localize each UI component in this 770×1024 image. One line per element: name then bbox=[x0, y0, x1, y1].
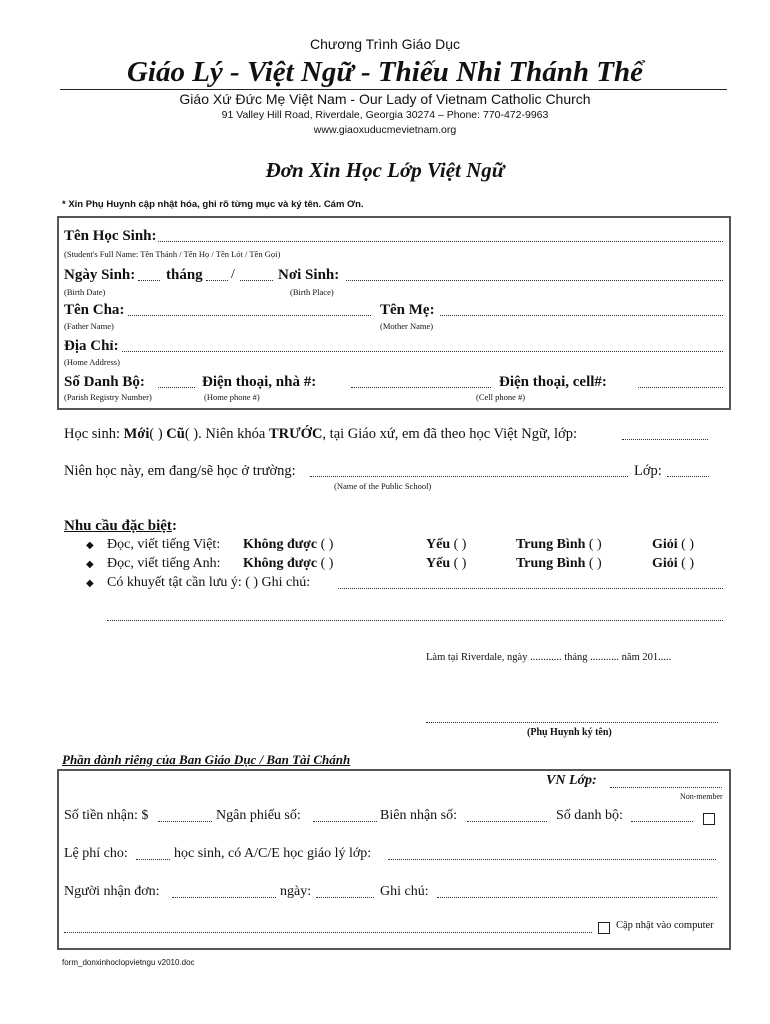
english-cant-option[interactable]: Không được ( ) bbox=[243, 556, 334, 571]
office-registry-label: Số danh bộ: bbox=[556, 808, 623, 823]
home-phone-hint: (Home phone #) bbox=[204, 392, 260, 402]
fee-label: Lệ phí cho: bbox=[64, 846, 128, 861]
english-average-option[interactable]: Trung Bình ( ) bbox=[516, 556, 602, 571]
registry-checkbox[interactable] bbox=[703, 810, 715, 828]
bullet-icon: ◆ bbox=[86, 559, 94, 570]
cell-phone-label: Điện thoại, cell#: bbox=[499, 374, 607, 390]
church-website: www.giaoxuducmevietnam.org bbox=[313, 124, 457, 136]
bullet-icon: ◆ bbox=[86, 578, 94, 589]
birth-day-field[interactable] bbox=[138, 280, 160, 281]
amount-received-field[interactable] bbox=[158, 821, 212, 822]
office-registry-field[interactable] bbox=[631, 821, 693, 822]
catechism-class-field[interactable] bbox=[388, 859, 716, 860]
father-name-label: Tên Cha: bbox=[64, 302, 125, 318]
registry-number-field[interactable] bbox=[158, 387, 195, 388]
office-note-field-2[interactable] bbox=[64, 932, 592, 933]
birth-year-field[interactable] bbox=[240, 280, 273, 281]
fee-detail-label: học sinh, có A/C/E học giáo lý lớp: bbox=[174, 846, 372, 861]
receive-date-field[interactable] bbox=[316, 897, 374, 898]
form-title: Đơn Xin Học Lớp Việt Ngữ bbox=[265, 158, 505, 182]
home-phone-label: Điện thoại, nhà #: bbox=[202, 374, 317, 390]
computer-update-label: Cập nhật vào computer bbox=[616, 920, 714, 931]
home-address-label: Địa Chỉ: bbox=[64, 338, 119, 354]
check-number-field[interactable] bbox=[313, 821, 377, 822]
check-number-label: Ngân phiếu số: bbox=[216, 808, 301, 823]
office-note-label: Ghi chú: bbox=[380, 884, 429, 899]
office-note-field[interactable] bbox=[437, 897, 717, 898]
english-skill-label: Đọc, viết tiếng Anh: bbox=[107, 556, 221, 571]
vietnamese-average-option[interactable]: Trung Bình ( ) bbox=[516, 537, 602, 552]
public-school-field[interactable] bbox=[310, 476, 628, 477]
home-phone-field[interactable] bbox=[351, 387, 491, 388]
disability-note-field[interactable] bbox=[338, 588, 723, 589]
vietnamese-cant-option[interactable]: Không được ( ) bbox=[243, 537, 334, 552]
english-weak-option[interactable]: Yếu ( ) bbox=[426, 556, 467, 571]
student-name-hint: (Student's Full Name: Tên Thánh / Tên Họ / Tên Lót / Tên Gọi) bbox=[64, 249, 281, 259]
home-address-hint: (Home Address) bbox=[64, 357, 120, 367]
father-name-field[interactable] bbox=[128, 315, 371, 316]
previous-class-field[interactable] bbox=[622, 439, 708, 440]
receiver-field[interactable] bbox=[172, 897, 276, 898]
enroll-line-1: Học sinh: Mới( ) Cũ( ). Niên khóa TRƯỚC, tại Giáo xứ, em đã theo học Việt Ngữ, lớp: bbox=[64, 426, 578, 442]
cell-phone-hint: (Cell phone #) bbox=[476, 392, 526, 402]
non-member-label: Non-member bbox=[680, 792, 723, 801]
vn-class-field[interactable] bbox=[610, 787, 722, 788]
parent-signature-field[interactable] bbox=[426, 722, 718, 723]
mother-name-label: Tên Mẹ: bbox=[380, 302, 435, 318]
title-rule bbox=[60, 89, 727, 90]
father-name-hint: (Father Name) bbox=[64, 321, 114, 331]
church-address: 91 Valley Hill Road, Riverdale, Georgia 30274 – Phone: 770-472-9963 bbox=[221, 109, 549, 121]
grade-field[interactable] bbox=[667, 476, 709, 477]
registry-number-label: Số Danh Bộ: bbox=[64, 374, 145, 390]
special-needs-heading: Nhu cầu đặc biệt: bbox=[64, 518, 177, 534]
vn-class-label: VN Lớp: bbox=[546, 773, 597, 788]
birth-slash: / bbox=[231, 267, 235, 282]
birth-month-label: tháng bbox=[166, 267, 203, 283]
receive-date-label: ngày: bbox=[280, 884, 312, 899]
parent-signature-label: (Phụ Huynh ký tên) bbox=[527, 727, 612, 738]
office-section-heading: Phần dành riêng của Ban Giáo Dục / Ban Tài Chánh bbox=[62, 752, 351, 767]
student-name-field[interactable] bbox=[158, 241, 723, 242]
student-name-label: Tên Học Sinh: bbox=[64, 228, 157, 244]
page-title: Giáo Lý - Việt Ngữ - Thiếu Nhi Thánh Thể bbox=[126, 56, 644, 88]
bullet-icon: ◆ bbox=[86, 540, 94, 551]
disability-label: Có khuyết tật cần lưu ý: ( ) Ghi chú: bbox=[107, 575, 311, 590]
birth-place-field[interactable] bbox=[346, 280, 723, 281]
grade-label: Lớp: bbox=[634, 463, 662, 479]
footer-filename: form_donxinhoclopvietngu v2010.doc bbox=[62, 958, 195, 967]
mother-name-field[interactable] bbox=[440, 315, 723, 316]
disability-note-field-2[interactable] bbox=[107, 620, 723, 621]
vietnamese-good-option[interactable]: Giỏi ( ) bbox=[652, 537, 694, 552]
registry-number-hint: (Parish Registry Number) bbox=[64, 392, 152, 402]
program-name: Chương Trình Giáo Dục bbox=[309, 36, 461, 52]
receipt-number-label: Biên nhận số: bbox=[380, 808, 457, 823]
birth-date-hint: (Birth Date) bbox=[64, 287, 106, 297]
birth-month-field[interactable] bbox=[206, 280, 228, 281]
receiver-label: Người nhận đơn: bbox=[64, 884, 160, 899]
public-school-hint: (Name of the Public School) bbox=[334, 481, 432, 491]
fee-count-field[interactable] bbox=[136, 859, 170, 860]
enroll-line-2: Niên học này, em đang/sẽ học ở trường: bbox=[64, 463, 296, 479]
parent-notice: * Xin Phụ Huynh cập nhật hóa, ghi rõ từng mục và ký tên. Cám Ơn. bbox=[62, 199, 364, 210]
mother-name-hint: (Mother Name) bbox=[380, 321, 434, 331]
amount-received-label: Số tiền nhận: $ bbox=[64, 808, 149, 823]
birth-place-hint: (Birth Place) bbox=[290, 287, 334, 297]
computer-update-checkbox[interactable] bbox=[598, 919, 610, 937]
birth-date-label: Ngày Sinh: bbox=[64, 267, 136, 283]
cell-phone-field[interactable] bbox=[638, 387, 723, 388]
vietnamese-weak-option[interactable]: Yếu ( ) bbox=[426, 537, 467, 552]
home-address-field[interactable] bbox=[122, 351, 723, 352]
vietnamese-skill-label: Đọc, viết tiếng Việt: bbox=[107, 537, 221, 552]
receipt-number-field[interactable] bbox=[467, 821, 547, 822]
place-date-line: Làm tại Riverdale, ngày ............ tháng ........... năm 201..... bbox=[426, 652, 672, 663]
birth-place-label: Nơi Sinh: bbox=[278, 267, 340, 283]
church-name: Giáo Xứ Đức Mẹ Việt Nam - Our Lady of Vietnam Catholic Church bbox=[179, 91, 591, 107]
english-good-option[interactable]: Giỏi ( ) bbox=[652, 556, 694, 571]
